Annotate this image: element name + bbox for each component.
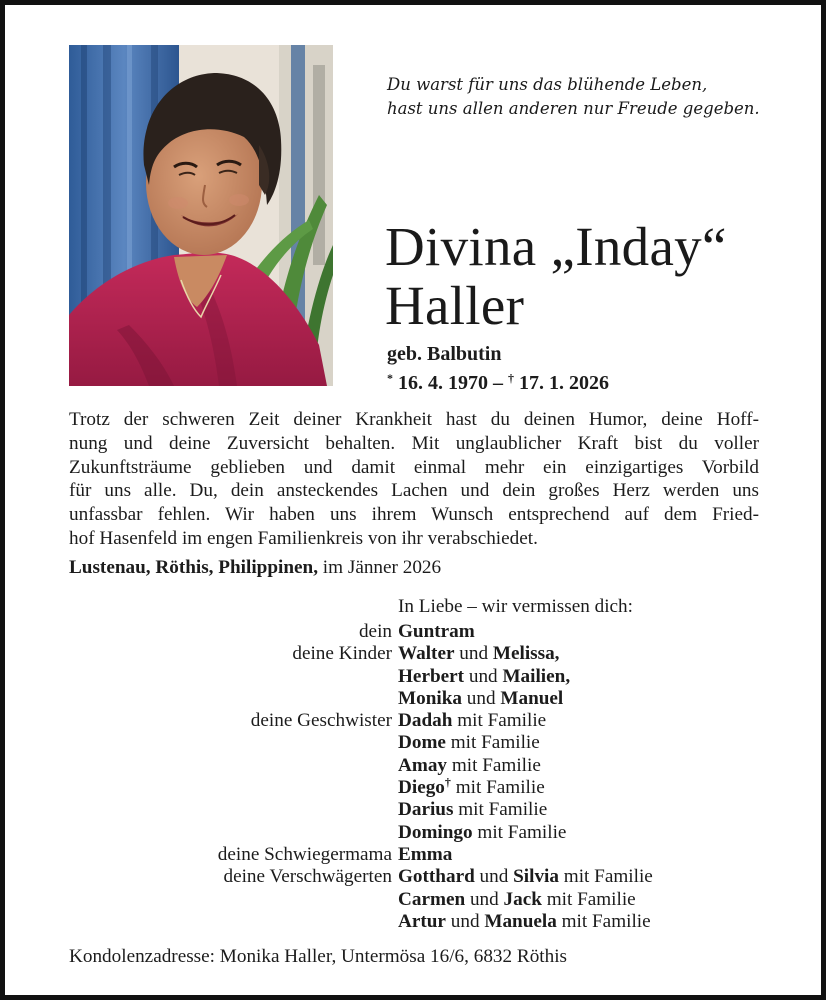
text-line: nung und deine Zuversicht behalten. Mit unglaublicher Kraft bist du voller: [69, 432, 759, 454]
family-members: Monika und Manuel: [398, 687, 564, 709]
family-members: Darius mit Familie: [398, 799, 548, 821]
family-members: Amay mit Familie: [398, 754, 541, 776]
relation-label: [69, 911, 398, 933]
family-members: Dome mit Familie: [398, 732, 540, 754]
relation-label: deine Verschwägerten: [223, 866, 392, 888]
family-row: [69, 643, 769, 665]
family-row: [69, 866, 769, 888]
quote: [387, 73, 760, 121]
birth-symbol: *: [387, 371, 393, 385]
family-members: Gotthard und Silvia mit Familie: [398, 866, 653, 888]
family-row: [69, 844, 769, 866]
relation-label: [69, 666, 398, 688]
life-dates: [387, 367, 609, 395]
portrait-photo: [69, 45, 333, 386]
family-row: [69, 621, 769, 643]
family-row: [69, 688, 769, 710]
death-date: 17. 1. 2026: [519, 372, 609, 394]
text-line: Trotz der schweren Zeit deiner Krankheit hast du deinen Humor, deine Hoff-: [69, 409, 759, 430]
family-row: [69, 911, 769, 933]
relation-label: [69, 732, 398, 754]
deceased-name: [385, 217, 727, 335]
family-row: [69, 666, 769, 688]
family-row: [69, 732, 769, 754]
text-line: Zukunftsträume geblieben und damit einmal mehr ein einzigartiges Vorbild: [69, 456, 759, 478]
relation-label: [69, 799, 398, 821]
family-row: [69, 822, 769, 844]
birth-date: 16. 4. 1970: [398, 372, 488, 394]
death-symbol: †: [508, 371, 514, 385]
relation-label: [69, 755, 398, 777]
family-members: Diego† mit Familie: [398, 775, 545, 799]
relation-label: dein: [358, 621, 392, 642]
relation-label: [69, 822, 398, 844]
family-members: Emma: [398, 843, 453, 865]
relation-label: [69, 688, 398, 710]
text-line: hof Hasenfeld im engen Familienkreis von ihr verabschiedet.: [69, 527, 538, 549]
family-members: Herbert und Mailien,: [398, 665, 571, 687]
family-members: Walter und Melissa,: [398, 643, 560, 665]
text-line: für uns alle. Du, dein ansteckendes Lachen und dein großes Herz werden uns: [69, 480, 759, 502]
relation-label: [69, 889, 398, 911]
relation-label: [69, 777, 398, 799]
quote-line: hast uns allen anderen nur Freude gegeben.: [387, 99, 760, 118]
relation-label: deine Geschwister: [250, 710, 392, 732]
family-list: [69, 621, 769, 933]
deceased-mark: †: [444, 775, 451, 790]
quote-line: Du warst für uns das blühende Leben,: [387, 75, 708, 94]
text-line: unfassbar fehlen. Wir haben uns ihrem Wunsch entsprechend auf dem Fried-: [69, 504, 759, 526]
family-row: [69, 755, 769, 777]
family-members: Dadah mit Familie: [398, 710, 547, 732]
name-line: Divina „Inday“: [385, 216, 727, 277]
family-members: Carmen und Jack mit Familie: [398, 888, 636, 910]
relation-label: deine Kinder: [292, 643, 392, 665]
obituary-text: [69, 408, 759, 551]
family-row: [69, 710, 769, 732]
family-members: Guntram: [398, 621, 475, 642]
place-date: [69, 556, 441, 579]
surname-line: Haller: [385, 275, 525, 336]
birth-name: geb. Balbutin: [387, 343, 502, 365]
family-row: [69, 889, 769, 911]
date-text: im Jänner 2026: [322, 557, 442, 578]
portrait-image: [69, 45, 333, 386]
date-separator: –: [493, 372, 503, 394]
family-row: [69, 777, 769, 799]
locations: Lustenau, Röthis, Philippinen,: [69, 557, 318, 578]
family-members: Artur und Manuela mit Familie: [398, 910, 651, 932]
family-row: [69, 799, 769, 821]
love-text: In Liebe – wir vermissen dich:: [398, 596, 633, 617]
relation-label: deine Schwiegermama: [217, 843, 392, 865]
condolence-address: Kondolenzadresse: Monika Haller, Untermösa 16/6, 6832 Röthis: [69, 946, 568, 967]
family-members: Domingo mit Familie: [398, 821, 567, 843]
